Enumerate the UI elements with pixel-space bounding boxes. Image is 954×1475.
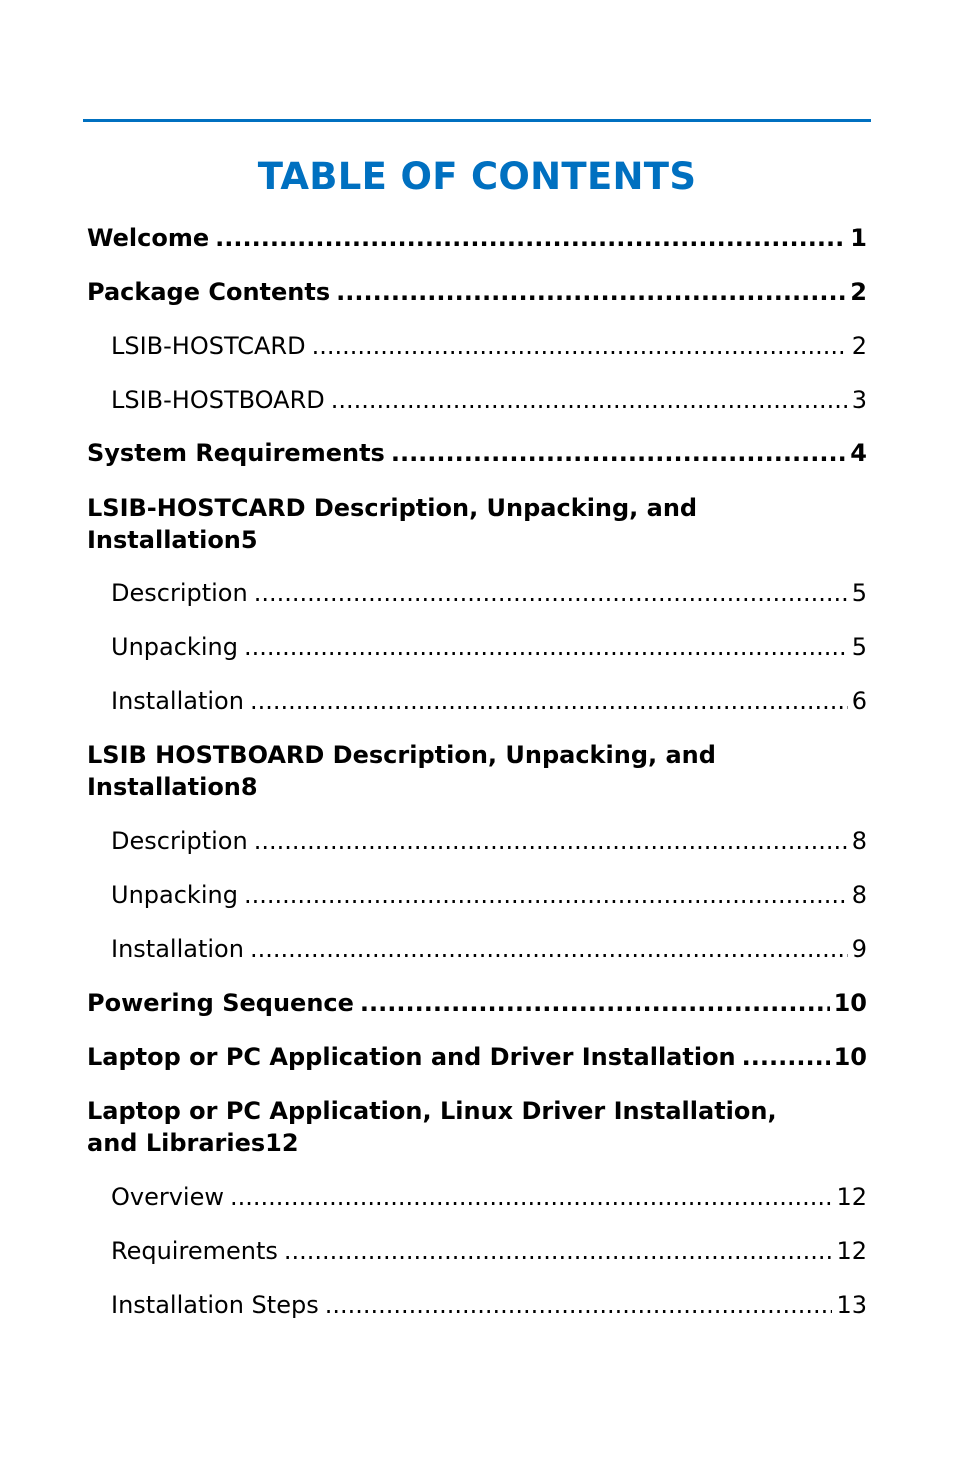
toc-entry-hostcard-installation[interactable] [111, 685, 867, 717]
toc-entry-page: 12 [836, 1237, 867, 1265]
toc-leader-dots [331, 384, 848, 416]
toc-entry-page: 1 [850, 224, 867, 252]
toc-leader-dots [325, 1289, 833, 1321]
toc-entry-label: Powering Sequence [87, 989, 354, 1017]
toc-entry-label: System Requirements [87, 439, 385, 467]
toc-leader-dots [250, 933, 848, 965]
toc-entry-page: 4 [850, 439, 867, 467]
toc-entry-label: Unpacking [111, 633, 238, 661]
toc-entry-page: 8 [240, 773, 258, 801]
toc-leader-dots [215, 222, 846, 254]
toc-entry-page: 13 [836, 1291, 867, 1319]
toc-entry-package-contents[interactable] [87, 276, 867, 308]
toc-entry-hostboard-description-sub[interactable] [111, 825, 867, 857]
toc-leader-dots [360, 987, 830, 1019]
toc-leader-dots [244, 879, 848, 911]
header-rule [83, 119, 871, 122]
toc-leader-dots [244, 631, 848, 663]
toc-entry-page: 6 [851, 687, 867, 715]
toc-leader-dots [254, 577, 848, 609]
toc-entry-application-driver-installation[interactable] [87, 1041, 867, 1073]
toc-leader-dots [336, 276, 846, 308]
toc-entry-page: 10 [833, 1043, 867, 1071]
toc-entry-page: 5 [851, 579, 867, 607]
toc-entry-label: Package Contents [87, 278, 331, 306]
toc-entry-label-line1: LSIB-HOSTCARD Description, Unpacking, and [87, 494, 698, 522]
toc-entry-lsib-hostboard[interactable] [111, 384, 867, 416]
toc-entry-label: Description [111, 827, 248, 855]
toc-entry-label: Laptop or PC Application and Driver Installation [87, 1043, 736, 1071]
toc-entry-label: Installation [111, 687, 244, 715]
toc-leader-dots [312, 330, 848, 362]
toc-entry-label: Overview [111, 1183, 224, 1211]
toc-entry-page: 12 [265, 1129, 299, 1157]
toc-leader-dots [742, 1041, 830, 1073]
toc-entry-page: 3 [851, 386, 867, 414]
toc-entry-welcome[interactable] [87, 222, 867, 254]
toc-entry-linux-driver-installation[interactable] [87, 1095, 867, 1159]
toc-entry-hostboard-description[interactable] [87, 739, 867, 803]
toc-entry-label: LSIB-HOSTCARD [111, 332, 306, 360]
toc-entry-label: Installation [111, 935, 244, 963]
toc-entry-requirements[interactable] [111, 1235, 867, 1267]
toc-entry-lsib-hostcard[interactable] [111, 330, 867, 362]
toc-entry-label: Installation Steps [111, 1291, 319, 1319]
toc-entry-hostboard-unpacking[interactable] [111, 879, 867, 911]
toc-leader-dots [230, 1181, 832, 1213]
toc-entry-page: 12 [836, 1183, 867, 1211]
toc-leader-dots [391, 437, 846, 469]
toc-entry-page: 9 [851, 935, 867, 963]
toc-leader-dots [254, 825, 848, 857]
toc-entry-page: 5 [851, 633, 867, 661]
toc-entry-label-line2: Installation [87, 773, 241, 801]
toc-entry-label-line1: LSIB HOSTBOARD Description, Unpacking, and [87, 741, 716, 769]
toc-entry-installation-steps[interactable] [111, 1289, 867, 1321]
toc-entry-label-line2: Installation [87, 526, 241, 554]
toc-entry-page: 5 [240, 526, 258, 554]
toc-entry-page: 2 [851, 332, 867, 360]
toc-leader-dots [284, 1235, 833, 1267]
toc-entry-hostcard-description[interactable] [87, 492, 867, 556]
toc-entry-page: 8 [851, 881, 867, 909]
toc-entry-overview[interactable] [111, 1181, 867, 1213]
toc-entry-hostcard-unpacking[interactable] [111, 631, 867, 663]
toc-entry-label: Welcome [87, 224, 210, 252]
toc-entry-hostcard-description-sub[interactable] [111, 577, 867, 609]
toc-entry-powering-sequence[interactable] [87, 987, 867, 1019]
toc-entry-label-line1: Laptop or PC Application, Linux Driver Installation, [87, 1097, 777, 1125]
toc-entry-page: 8 [851, 827, 867, 855]
toc-entry-system-requirements[interactable] [87, 437, 867, 469]
toc-entry-page: 10 [833, 989, 867, 1017]
toc-entry-page: 2 [850, 278, 867, 306]
toc-entry-label: Description [111, 579, 248, 607]
toc-entry-label: Requirements [111, 1237, 278, 1265]
toc-entry-label: Unpacking [111, 881, 238, 909]
toc-leader-dots [250, 685, 848, 717]
toc-entry-label-line2: and Libraries [87, 1129, 266, 1157]
page-title: TABLE OF CONTENTS [257, 155, 697, 198]
toc-entry-hostboard-installation[interactable] [111, 933, 867, 965]
toc-entry-label: LSIB-HOSTBOARD [111, 386, 325, 414]
